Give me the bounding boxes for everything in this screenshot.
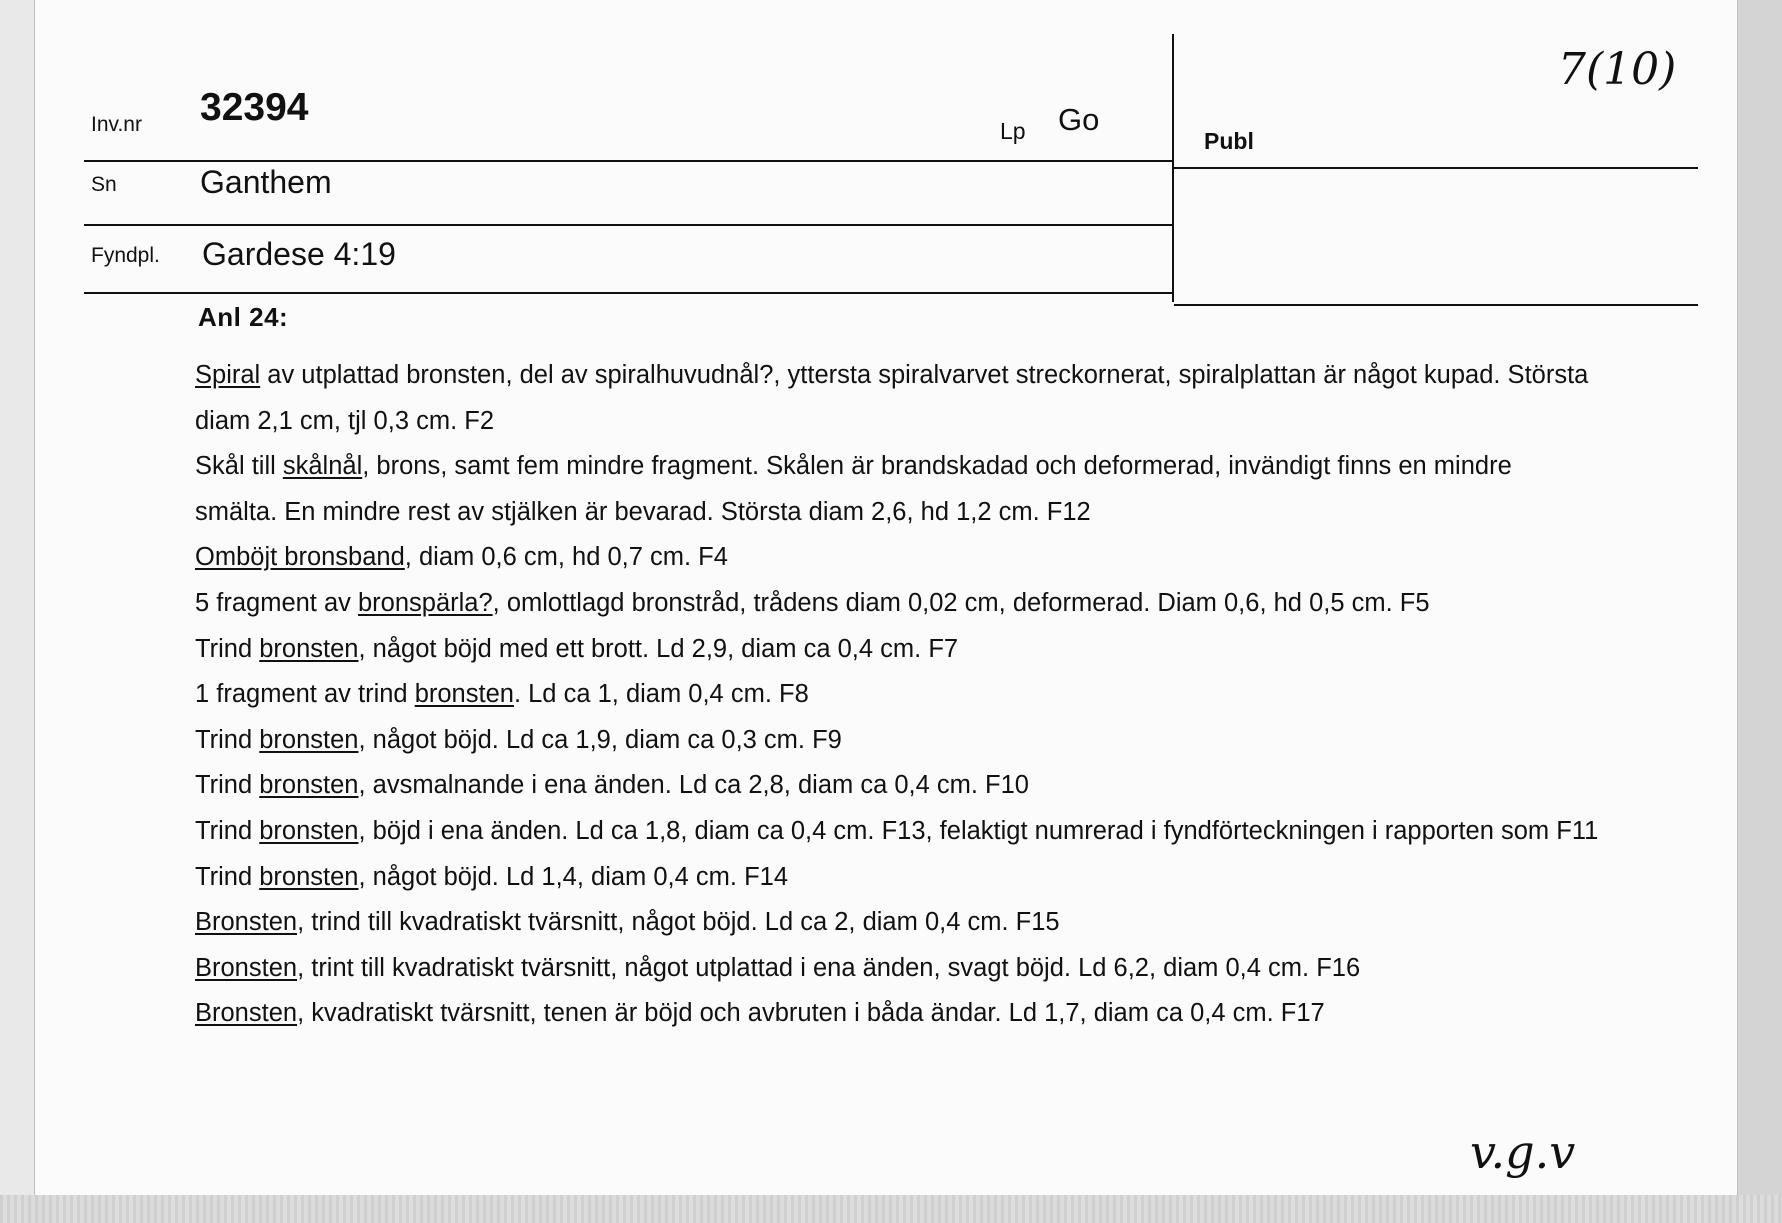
handwritten-vgv: v.g.v bbox=[1470, 1125, 1576, 1179]
underlined-term: bronsten bbox=[259, 862, 359, 891]
underlined-term: Bronsten bbox=[195, 908, 298, 937]
list-item bbox=[195, 444, 1600, 535]
lp-value: Go bbox=[1058, 102, 1100, 137]
entry-text: , kvadratiskt tvärsnitt, tenen är böjd och avbruten i båda ändar. Ld 1,7, diam ca 0,4 cm. F17 bbox=[297, 999, 1325, 1028]
entry-text: , något böjd med ett brott. Ld 2,9, diam ca 0,4 cm. F7 bbox=[358, 634, 959, 663]
list-item bbox=[195, 718, 1600, 764]
underlined-term: Spiral bbox=[195, 361, 261, 389]
underlined-term: Bronsten bbox=[195, 999, 298, 1028]
list-item bbox=[195, 900, 1600, 946]
list-item bbox=[195, 809, 1600, 855]
entry-prefix: Trind bbox=[195, 634, 260, 663]
divider-line bbox=[84, 224, 1174, 226]
divider-line bbox=[1174, 167, 1698, 169]
sn-label: Sn bbox=[91, 173, 117, 196]
parish-value: Ganthem bbox=[200, 164, 332, 200]
entry-text: , trind till kvadratiskt tvärsnitt, något böjd. Ld ca 2, diam 0,4 cm. F15 bbox=[297, 908, 1060, 937]
entry-prefix: Trind bbox=[195, 862, 260, 891]
list-item bbox=[195, 535, 1600, 581]
entry-text: . Ld ca 1, diam 0,4 cm. F8 bbox=[513, 680, 809, 709]
entry-prefix: Trind bbox=[195, 771, 260, 800]
underlined-term: bronsten bbox=[259, 771, 359, 800]
entry-prefix: Trind bbox=[195, 725, 260, 754]
entry-text: , avsmalnande i ena änden. Ld ca 2,8, diam ca 0,4 cm. F10 bbox=[358, 771, 1029, 800]
entry-text: , brons, samt fem mindre fragment. Skålen är brandskadad och deformerad, invändigt finns en mindre smälta. En mindre rest av stjälken är bevarad. Största diam 2,6, hd 1,2 cm. F12 bbox=[195, 452, 1512, 526]
list-item bbox=[195, 353, 1600, 444]
entry-text: , något böjd. Ld ca 1,9, diam ca 0,3 cm. F9 bbox=[358, 725, 842, 754]
entry-text: av utplattad bronsten, del av spiralhuvudnål?, yttersta spiralvarvet streckornerat, spiralplattan är något kupad. Största diam 2,1 cm, tjl 0,3 cm. F2 bbox=[195, 361, 1589, 435]
list-item bbox=[195, 946, 1600, 992]
entry-prefix: 5 fragment av bbox=[195, 588, 358, 617]
divider-line bbox=[1174, 304, 1698, 306]
entry-prefix: Trind bbox=[195, 816, 260, 845]
handwritten-page-count: 7(10) bbox=[1558, 44, 1677, 95]
list-item bbox=[195, 763, 1600, 809]
underlined-term: bronsten bbox=[414, 680, 514, 709]
underlined-term: bronsten bbox=[259, 816, 359, 845]
scan-edge bbox=[0, 1195, 1782, 1223]
entry-text: , diam 0,6 cm, hd 0,7 cm. F4 bbox=[404, 543, 728, 572]
list-item bbox=[195, 855, 1600, 901]
publ-label: Publ bbox=[1204, 128, 1254, 154]
list-item bbox=[195, 627, 1600, 673]
underlined-term: bronsten bbox=[259, 634, 359, 663]
entry-list bbox=[195, 353, 1600, 1037]
divider-line bbox=[84, 160, 1174, 162]
entry-text: , något böjd. Ld 1,4, diam 0,4 cm. F14 bbox=[358, 862, 789, 891]
list-item bbox=[195, 581, 1600, 627]
underlined-term: bronspärla? bbox=[358, 588, 493, 617]
list-item bbox=[195, 672, 1600, 718]
findplace-value: Gardese 4:19 bbox=[202, 236, 396, 272]
fyndpl-label: Fyndpl. bbox=[91, 244, 160, 267]
column-divider bbox=[1172, 34, 1174, 302]
list-item bbox=[195, 991, 1600, 1037]
section-title: Anl 24: bbox=[198, 302, 289, 332]
inventory-number: 32394 bbox=[200, 86, 309, 129]
entry-text: , trint till kvadratiskt tvärsnitt, något utplattad i ena änden, svagt böjd. Ld 6,2, diam 0,4 cm. F16 bbox=[297, 953, 1361, 982]
entry-text: , omlottlagd bronstråd, trådens diam 0,02 cm, deformerad. Diam 0,6, hd 0,5 cm. F5 bbox=[492, 588, 1430, 617]
inv-label: Inv.nr bbox=[91, 113, 142, 136]
lp-label: Lp bbox=[1000, 118, 1026, 144]
entry-prefix: Skål till bbox=[195, 452, 283, 481]
underlined-term: skålnål bbox=[282, 452, 363, 481]
underlined-term: Bronsten bbox=[195, 953, 298, 982]
underlined-term: bronsten bbox=[259, 725, 359, 754]
entry-text: , böjd i ena änden. Ld ca 1,8, diam ca 0,4 cm. F13, felaktigt numrerad i fyndförteckningen i rapporten som F11 bbox=[358, 816, 1599, 845]
underlined-term: Omböjt bronsband bbox=[195, 543, 405, 572]
divider-line bbox=[84, 292, 1174, 294]
entry-prefix: 1 fragment av trind bbox=[195, 680, 415, 709]
